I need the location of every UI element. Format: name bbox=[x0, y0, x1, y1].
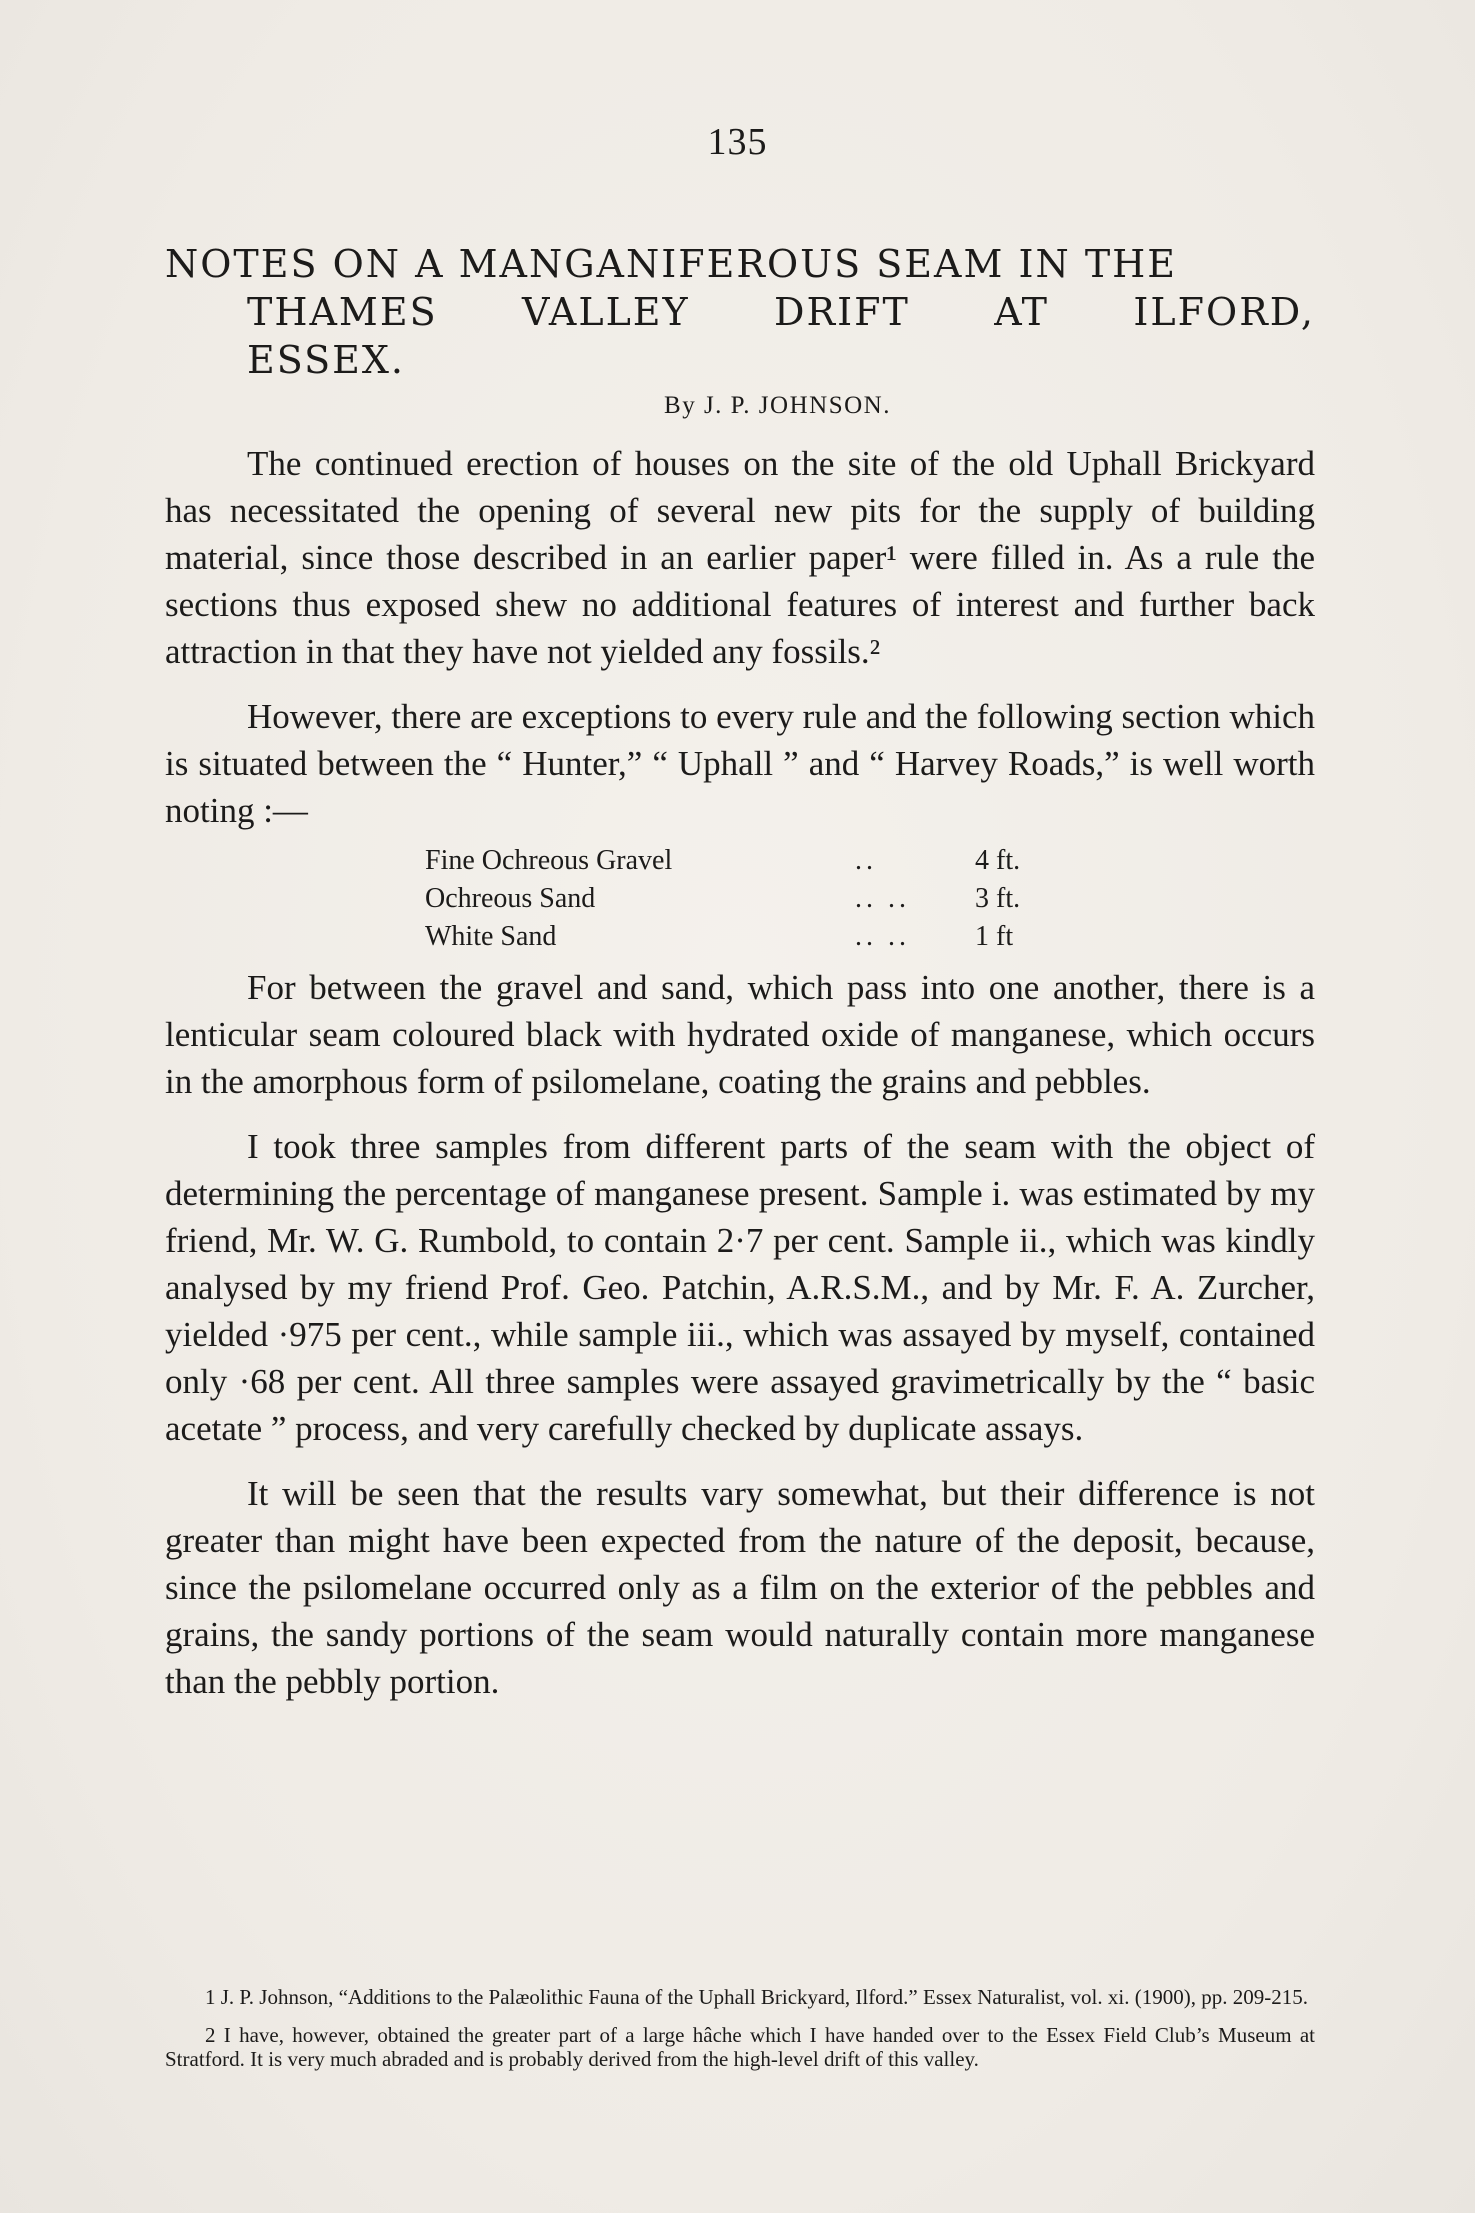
paragraph-4: I took three samples from different parts of the seam with the object of determining the percentage of manganese present. Sample i. was estimated by my friend, Mr. W. G. Rumbold, to contain 2·7 per cent. Sample ii., which was kindly analysed by my friend Prof. Geo. Patchin, A.R.S.M., and by Mr. F. A. Zurcher, yielded ·975 per cent., while sample iii., which was assayed by myself, contained only ·68 per cent. All three samples were assayed gravimetrically by the “ basic acetate ” process, and very carefully checked by duplicate assays. bbox=[165, 1127, 1315, 1448]
paragraph-5: It will be seen that the results vary somewhat, but their difference is not greater than might have been expected from the nature of the deposit, because, since the psilomelane occurred only as a film on the exterior of the pebbles and grains, the sandy portions of the seam would naturally contain more manganese than the pebbly portion. bbox=[165, 1474, 1315, 1701]
section-row bbox=[425, 880, 1095, 918]
article-title bbox=[165, 240, 1315, 384]
layer-thickness: 1 ft bbox=[975, 921, 1014, 952]
layer-name: Ochreous Sand bbox=[425, 883, 596, 914]
layer-thickness: 3 ft. bbox=[975, 883, 1021, 914]
footnote-1: 1 J. P. Johnson, “Additions to the Palæolithic Fauna of the Uphall Brickyard, Ilford.” Essex Naturalist, vol. xi. (1900), pp. 209-215. bbox=[205, 1985, 1308, 2009]
layer-thickness: 4 ft. bbox=[975, 845, 1021, 876]
page-number: 135 bbox=[707, 121, 768, 163]
leader-dots: .. bbox=[855, 845, 877, 876]
title-line-1: NOTES ON A MANGANIFEROUS SEAM IN THE bbox=[165, 242, 1178, 286]
footnote-2: 2 I have, however, obtained the greater part of a large hâche which I have handed over to the Essex Field Club’s Museum at Stratford. It is very much abraded and is probably derived from the high-level drift of this valley. bbox=[165, 2023, 1315, 2071]
paragraph-1: The continued erection of houses on the site of the old Uphall Brickyard has necessitated the opening of several new pits for the supply of building material, since those described in an earlier paper¹ were filled in. As a rule the sections thus exposed shew no additional features of interest and further back attraction in that they have not yielded any fossils.² bbox=[165, 444, 1315, 671]
leader-dots: .. .. bbox=[855, 883, 910, 914]
layer-name: Fine Ochreous Gravel bbox=[425, 845, 673, 876]
article-body bbox=[165, 440, 1315, 1705]
author-byline: By J. P. JOHNSON. bbox=[664, 392, 891, 419]
title-line-2: THAMES VALLEY DRIFT AT ILFORD, bbox=[247, 290, 1315, 334]
title-line-3: ESSEX. bbox=[247, 338, 406, 382]
footnotes bbox=[165, 1985, 1315, 2085]
layer-name: White Sand bbox=[425, 921, 557, 952]
section-row bbox=[425, 842, 1095, 880]
leader-dots: .. .. bbox=[855, 921, 910, 952]
section-row bbox=[425, 918, 1095, 956]
paragraph-3: For between the gravel and sand, which pass into one another, there is a lenticular seam coloured black with hydrated oxide of manganese, which occurs in the amorphous form of psilomelane, coating the grains and pebbles. bbox=[165, 968, 1315, 1101]
paragraph-2: However, there are exceptions to every rule and the following section which is situated between the “ Hunter,” “ Uphall ” and “ Harvey Roads,” is well worth noting :— bbox=[165, 697, 1315, 830]
section-table bbox=[425, 842, 1095, 956]
